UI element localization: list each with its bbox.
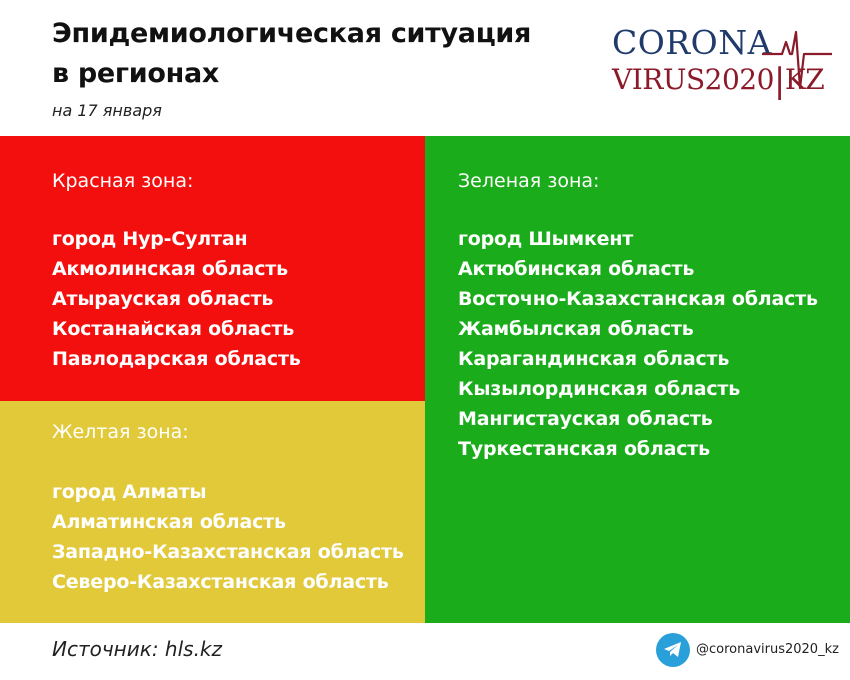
logo-kz-text: KZ xyxy=(784,63,825,96)
list-item: город Алматы xyxy=(52,481,207,503)
list-item: Карагандинская область xyxy=(458,348,730,370)
green-zone-panel xyxy=(425,136,850,623)
yellow-zone-panel xyxy=(0,401,425,623)
green-zone-heading: Зеленая зона: xyxy=(458,170,600,192)
title-line-1: Эпидемиологическая ситуация xyxy=(52,18,532,49)
red-zone-heading: Красная зона: xyxy=(52,170,194,192)
list-item: Актюбинская область xyxy=(458,258,695,280)
list-item: Восточно-Казахстанская область xyxy=(458,288,818,310)
page-title xyxy=(52,14,531,94)
list-item: Кызылординская область xyxy=(458,378,741,400)
telegram-icon xyxy=(656,633,690,667)
source-label: Источник: hls.kz xyxy=(52,637,222,661)
heartbeat-icon xyxy=(762,28,832,98)
list-item: Костанайская область xyxy=(52,318,295,340)
telegram-handle: @coronavirus2020_kz xyxy=(696,642,839,657)
footer xyxy=(0,623,850,680)
list-item: город Шымкент xyxy=(458,228,634,250)
list-item: Мангистауская область xyxy=(458,408,713,430)
list-item: Туркестанская область xyxy=(458,438,710,460)
logo-word-corona: CORONA xyxy=(612,23,772,62)
list-item: город Нур-Султан xyxy=(52,228,248,250)
red-zone-list xyxy=(52,224,301,374)
coronavirus2020-kz-logo xyxy=(612,24,834,102)
list-item: Павлодарская область xyxy=(52,348,301,370)
logo-separator: | xyxy=(773,61,785,101)
list-item: Акмолинская область xyxy=(52,258,288,280)
logo-virus-text: VIRUS2020 xyxy=(612,63,774,96)
list-item: Алматинская область xyxy=(52,511,286,533)
list-item: Западно-Казахстанская область xyxy=(52,541,404,563)
list-item: Атырауская область xyxy=(52,288,274,310)
yellow-zone-list xyxy=(52,477,404,597)
list-item: Северо-Казахстанская область xyxy=(52,571,389,593)
green-zone-list xyxy=(458,224,818,464)
list-item: Жамбылская область xyxy=(458,318,694,340)
title-line-2: в регионах xyxy=(52,58,219,89)
red-zone-panel xyxy=(0,136,425,401)
header xyxy=(0,0,850,136)
yellow-zone-heading: Желтая зона: xyxy=(52,421,189,443)
date-label: на 17 января xyxy=(52,101,162,120)
